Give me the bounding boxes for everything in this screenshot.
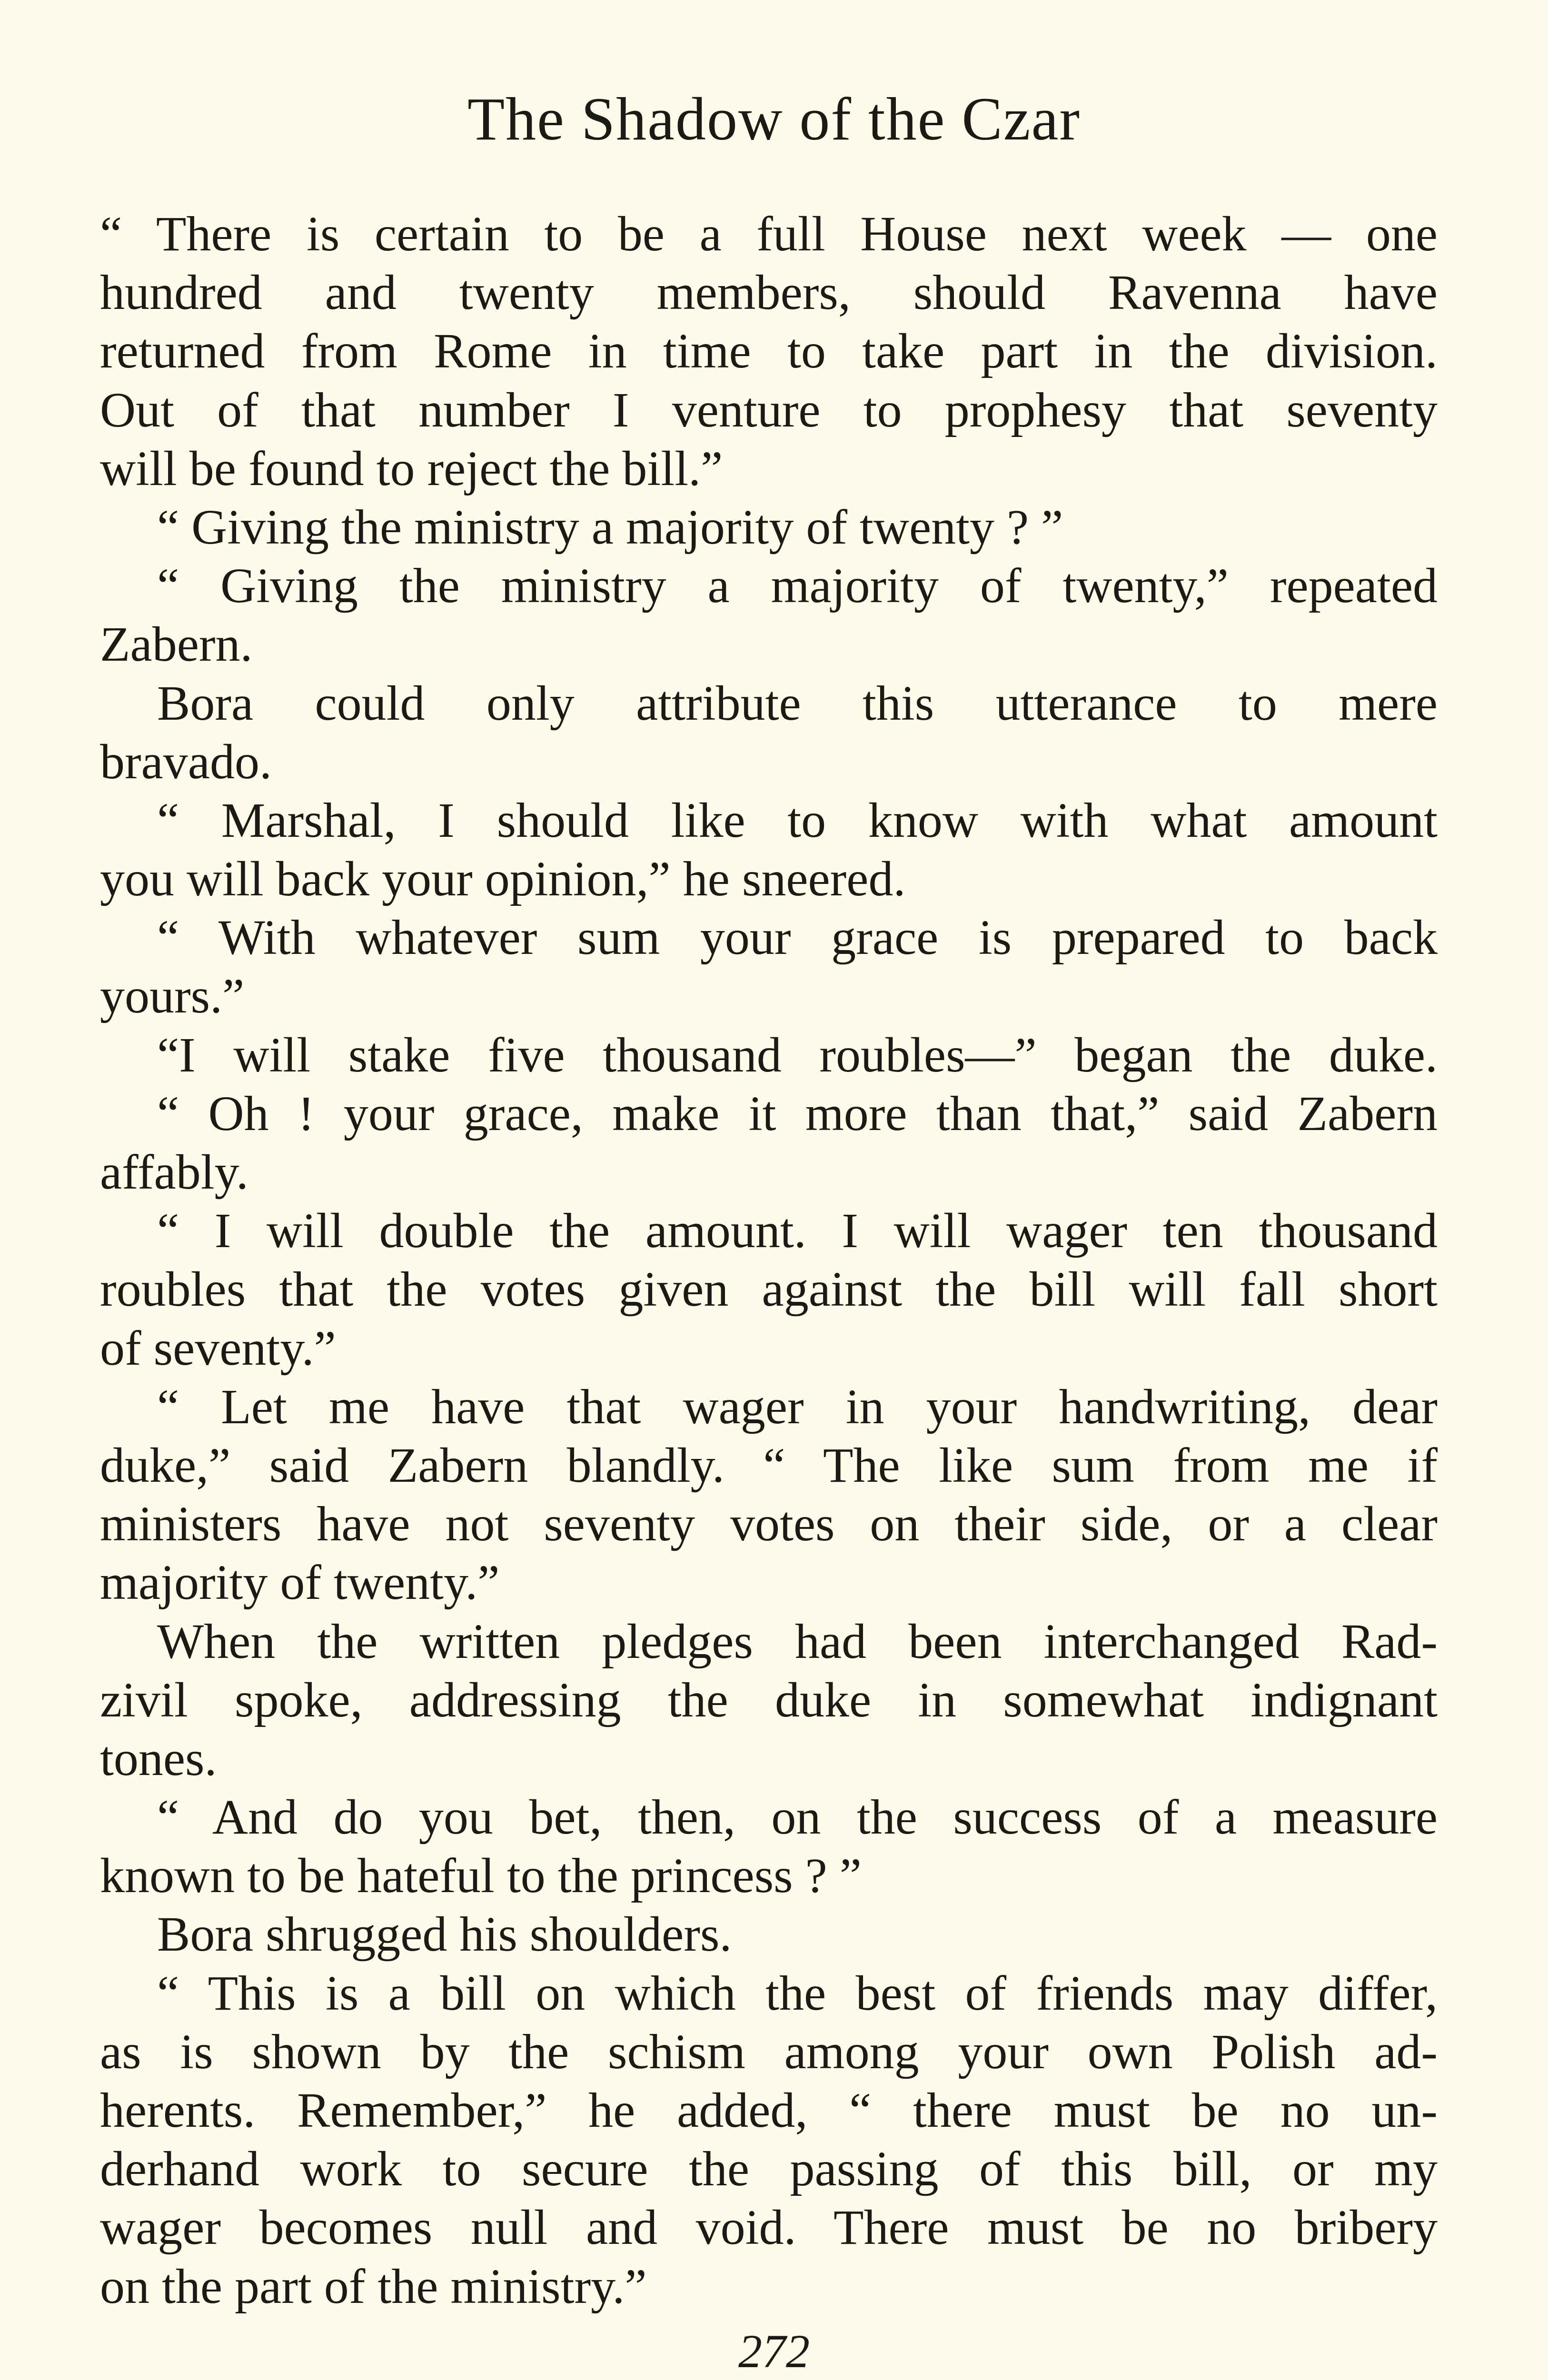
text-line: majority of twenty.” [100, 1555, 500, 1610]
text-line: “ Oh ! your grace, make it more than that,” said Zabern [157, 1086, 1438, 1141]
text-line: “I will stake five thousand roubles—” began the duke. [157, 1027, 1438, 1082]
text-line: Bora shrugged his shoulders. [157, 1907, 732, 1962]
text-line: Out of that number I venture to prophesy that seventy [100, 382, 1438, 437]
body-text [100, 205, 1438, 2316]
text-line: returned from Rome in time to take part in the division. [100, 324, 1438, 379]
text-line: herents. Remember,” he added, “ there must be no un- [100, 2083, 1438, 2138]
text-line: bravado. [100, 734, 272, 789]
text-line: yours.” [100, 969, 245, 1024]
text-line: “ This is a bill on which the best of friends may differ, [157, 1965, 1438, 2021]
text-line: “ Marshal, I should like to know with what amount [157, 793, 1438, 848]
text-line: Bora could only attribute this utterance to mere [157, 675, 1438, 731]
text-line: “ With whatever sum your grace is prepared to back [157, 910, 1438, 965]
text-line: of seventy.” [100, 1320, 336, 1376]
text-line: you will back your opinion,” he sneered. [100, 852, 906, 907]
text-line: “ There is certain to be a full House next week — one [100, 207, 1438, 261]
page-number: 272 [738, 2325, 810, 2378]
text-line: tones. [100, 1731, 217, 1786]
text-line: Zabern. [100, 617, 253, 672]
text-line: roubles that the votes given against the bill will fall short [100, 1262, 1438, 1317]
text-line: duke,” said Zabern blandly. “ The like sum from me if [100, 1438, 1438, 1493]
running-head: The Shadow of the Czar [467, 85, 1081, 153]
text-line: “ Giving the ministry a majority of twenty ? ” [157, 499, 1063, 555]
text-line: affably. [100, 1145, 248, 1200]
text-line: will be found to reject the bill.” [100, 441, 723, 496]
text-line: “ Giving the ministry a majority of twenty,” repeated [157, 558, 1438, 614]
text-line: as is shown by the schism among your own Polish ad- [100, 2024, 1438, 2079]
text-line: zivil spoke, addressing the duke in somewhat indignant [100, 1672, 1438, 1727]
text-line: wager becomes null and void. There must be no bribery [100, 2200, 1438, 2255]
text-line: known to be hateful to the princess ? ” [100, 1848, 862, 1904]
text-line: on the part of the ministry.” [100, 2259, 647, 2314]
text-line: “ And do you bet, then, on the success of a measure [157, 1790, 1438, 1845]
text-line: derhand work to secure the passing of this bill, or my [100, 2142, 1438, 2197]
text-line: ministers have not seventy votes on their side, or a clear [100, 1497, 1438, 1552]
text-line: When the written pledges had been interchanged Rad- [157, 1614, 1438, 1669]
text-line: “ I will double the amount. I will wager ten thousand [157, 1203, 1438, 1259]
text-line: hundred and twenty members, should Ravenna have [100, 265, 1438, 320]
text-line: “ Let me have that wager in your handwriting, dear [157, 1379, 1438, 1434]
